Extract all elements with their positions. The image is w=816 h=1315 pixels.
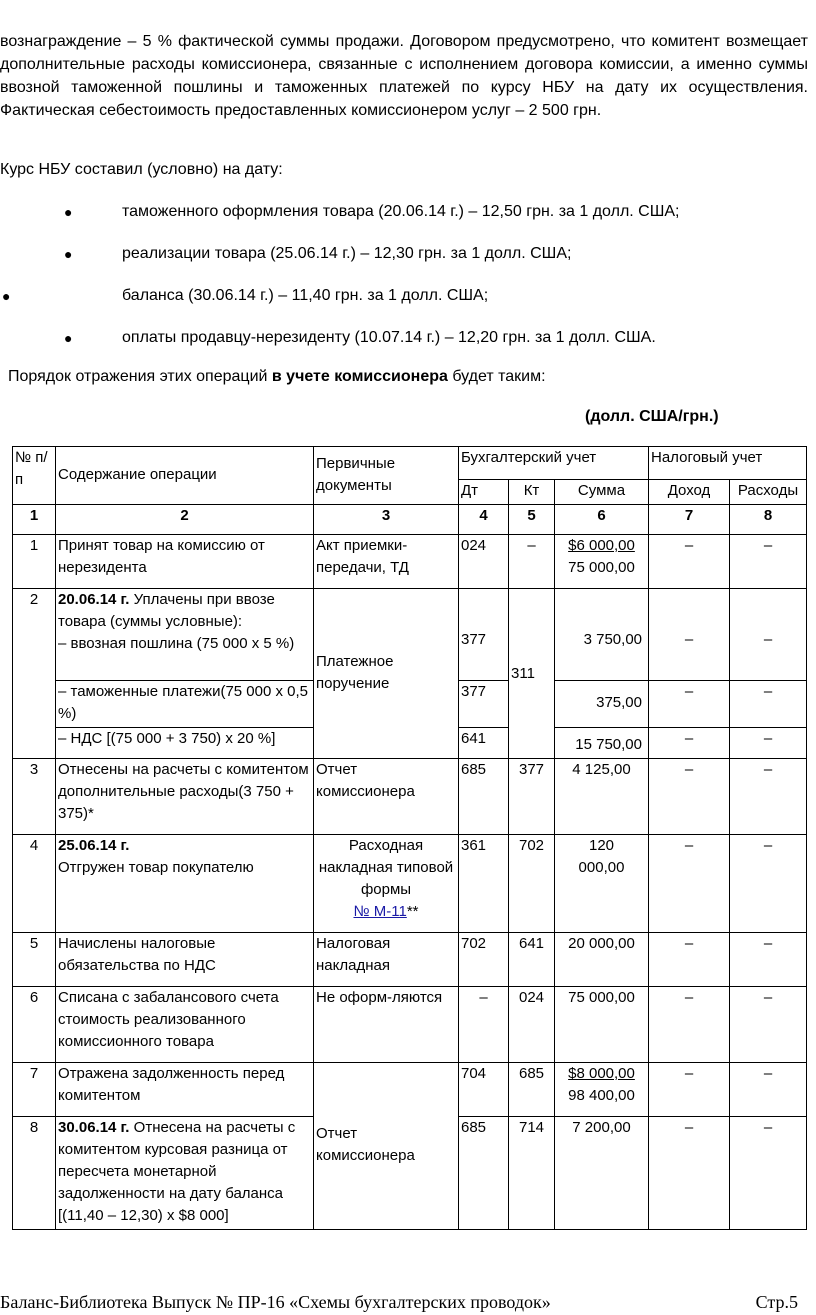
table-row: 4 25.06.14 г. Отгружен товар покупателю Расходная накладная типовой формы № М-11** 361 702 120 000,00 – – bbox=[13, 835, 807, 933]
tax-expense: – bbox=[730, 681, 807, 728]
operation-content: Отражена задолженность перед комитентом bbox=[56, 1063, 314, 1117]
header-content: Содержание операции bbox=[56, 447, 314, 505]
debit: 685 bbox=[459, 1117, 509, 1230]
col-number: 7 bbox=[649, 505, 730, 535]
tax-income: – bbox=[649, 759, 730, 835]
amount: $6 000,00 75 000,00 bbox=[555, 535, 649, 589]
operation-doc: Не оформ-ляются bbox=[314, 987, 459, 1063]
amount: 20 000,00 bbox=[555, 933, 649, 987]
amount: 120 000,00 bbox=[555, 835, 649, 933]
credit: – bbox=[509, 535, 555, 589]
order-sentence: Порядок отражения этих операций в учете комиссионера будет таким: bbox=[8, 368, 546, 385]
debit: 685 bbox=[459, 759, 509, 835]
tax-expense: – bbox=[730, 589, 807, 681]
table-row: 8 30.06.14 г. Отнесена на расчеты с комитентом курсовая разница от пересчета монетарной задолженности на дату баланса [(11,40 – 12,30) х $8 000] 685 714 7 200,00 – – bbox=[13, 1117, 807, 1230]
table-row: 1 Принят товар на комиссию от нерезидента Акт приемки-передачи, ТД 024 – $6 000,00 75 000,00 – – bbox=[13, 535, 807, 589]
credit: 702 bbox=[509, 835, 555, 933]
credit: 311 bbox=[509, 589, 555, 759]
intro-paragraph: вознаграждение – 5 % фактической суммы продажи. Договором предусмотрено, что комитент возмещает дополнительные расходы комиссионера, связанные с исполнением договора комиссии, а именно суммы ввозной таможенной пошлины и таможенных платежей по курсу НБУ на дату их осуществления. Фактическая себестоимость предоставленных комиссионером услуг – 2 500 грн. bbox=[0, 33, 808, 119]
header-income: Доход bbox=[649, 480, 730, 505]
bullet-item: таможенного оформления товара (20.06.14 г.) – 12,50 грн. за 1 долл. США; bbox=[122, 203, 680, 220]
units-label: (долл. США/грн.) bbox=[585, 408, 719, 425]
header-kt: Кт bbox=[509, 480, 555, 505]
col-number: 8 bbox=[730, 505, 807, 535]
operation-doc: Расходная накладная типовой формы № М-11** bbox=[314, 835, 459, 933]
operation-doc: Налоговая накладная bbox=[314, 933, 459, 987]
tax-expense: – bbox=[730, 759, 807, 835]
page-number: Стр.5 bbox=[755, 1292, 798, 1312]
amount: 3 750,00 bbox=[555, 589, 649, 681]
operation-content: – таможенные платежи(75 000 х 0,5 %) bbox=[56, 681, 314, 728]
credit: 685 bbox=[509, 1063, 555, 1117]
tax-income: – bbox=[649, 933, 730, 987]
header-tax: Налоговый учет bbox=[649, 447, 807, 480]
tax-income: – bbox=[649, 535, 730, 589]
credit: 024 bbox=[509, 987, 555, 1063]
operation-doc: Отчет комиссионера bbox=[314, 759, 459, 835]
tax-income: – bbox=[649, 728, 730, 759]
credit: 377 bbox=[509, 759, 555, 835]
col-number: 4 bbox=[459, 505, 509, 535]
tax-expense: – bbox=[730, 1063, 807, 1117]
credit: 641 bbox=[509, 933, 555, 987]
debit: – bbox=[459, 987, 509, 1063]
debit: 702 bbox=[459, 933, 509, 987]
table-row: 2 20.06.14 г. Уплачены при ввозе товара (суммы условные): – ввозная пошлина (75 000 х 5 %) Платежное поручение 377 311 3 750,00 – – bbox=[13, 589, 807, 681]
header-sum: Сумма bbox=[555, 480, 649, 505]
bullet-marker: ● bbox=[2, 288, 11, 304]
operations-table bbox=[12, 446, 807, 1230]
amount: $8 000,00 98 400,00 bbox=[555, 1063, 649, 1117]
header-docs: Первичные документы bbox=[314, 447, 459, 505]
header-num: № п/п bbox=[13, 447, 56, 505]
col-number: 5 bbox=[509, 505, 555, 535]
debit: 641 bbox=[459, 728, 509, 759]
header-accounting: Бухгалтерский учет bbox=[459, 447, 649, 480]
operation-content: Принят товар на комиссию от нерезидента bbox=[56, 535, 314, 589]
operation-doc: Платежное поручение bbox=[314, 589, 459, 759]
tax-expense: – bbox=[730, 987, 807, 1063]
bullet-marker: ● bbox=[64, 204, 73, 220]
header-dt: Дт bbox=[459, 480, 509, 505]
amount: 15 750,00 bbox=[555, 728, 649, 759]
amount: 7 200,00 bbox=[555, 1117, 649, 1230]
col-number: 2 bbox=[56, 505, 314, 535]
amount: 75 000,00 bbox=[555, 987, 649, 1063]
col-number: 3 bbox=[314, 505, 459, 535]
tax-income: – bbox=[649, 987, 730, 1063]
tax-expense: – bbox=[730, 933, 807, 987]
debit: 377 bbox=[459, 589, 509, 681]
amount: 4 125,00 bbox=[555, 759, 649, 835]
debit: 704 bbox=[459, 1063, 509, 1117]
bullet-marker: ● bbox=[64, 246, 73, 262]
operation-content: 20.06.14 г. Уплачены при ввозе товара (суммы условные): – ввозная пошлина (75 000 х 5 %) bbox=[56, 589, 314, 681]
debit: 361 bbox=[459, 835, 509, 933]
credit: 714 bbox=[509, 1117, 555, 1230]
operation-content: 25.06.14 г. Отгружен товар покупателю bbox=[56, 835, 314, 933]
tax-income: – bbox=[649, 1063, 730, 1117]
tax-expense: – bbox=[730, 1117, 807, 1230]
table-row: 7 Отражена задолженность перед комитентом Отчет комиссионера 704 685 $8 000,00 98 400,00 – – bbox=[13, 1063, 807, 1117]
bullet-item: оплаты продавцу-нерезиденту (10.07.14 г.) – 12,20 грн. за 1 долл. США. bbox=[122, 329, 656, 346]
table-row: 6 Списана с забалансового счета стоимость реализованного комиссионного товара Не оформ-ляются – 024 75 000,00 – – bbox=[13, 987, 807, 1063]
table-row: 5 Начислены налоговые обязательства по НДС Налоговая накладная 702 641 20 000,00 – – bbox=[13, 933, 807, 987]
operation-doc: Акт приемки-передачи, ТД bbox=[314, 535, 459, 589]
col-number: 6 bbox=[555, 505, 649, 535]
operation-content: – НДС [(75 000 + 3 750) х 20 %] bbox=[56, 728, 314, 759]
bullet-item: баланса (30.06.14 г.) – 11,40 грн. за 1 долл. США; bbox=[122, 287, 489, 304]
bullet-marker: ● bbox=[64, 330, 73, 346]
operation-content: Отнесены на расчеты с комитентом дополнительные расходы(3 750 + 375)* bbox=[56, 759, 314, 835]
operation-doc: Отчет комиссионера bbox=[314, 1063, 459, 1230]
page-footer-title: Баланс-Библиотека Выпуск № ПР-16 «Схемы бухгалтерских проводок» bbox=[0, 1292, 551, 1312]
operation-content: Начислены налоговые обязательства по НДС bbox=[56, 933, 314, 987]
table-row: 3 Отнесены на расчеты с комитентом дополнительные расходы(3 750 + 375)* Отчет комиссионера 685 377 4 125,00 – – bbox=[13, 759, 807, 835]
amount: 375,00 bbox=[555, 681, 649, 728]
order-bold: в учете комиссионера bbox=[271, 368, 448, 385]
tax-income: – bbox=[649, 681, 730, 728]
tax-income: – bbox=[649, 835, 730, 933]
col-number: 1 bbox=[13, 505, 56, 535]
form-link[interactable]: № М-11 bbox=[353, 903, 407, 920]
rate-heading: Курс НБУ составил (условно) на дату: bbox=[0, 161, 283, 178]
debit: 024 bbox=[459, 535, 509, 589]
tax-income: – bbox=[649, 589, 730, 681]
operation-content: Списана с забалансового счета стоимость реализованного комиссионного товара bbox=[56, 987, 314, 1063]
debit: 377 bbox=[459, 681, 509, 728]
header-expenses: Расходы bbox=[730, 480, 807, 505]
tax-expense: – bbox=[730, 535, 807, 589]
operation-content: 30.06.14 г. Отнесена на расчеты с комитентом курсовая разница от пересчета монетарной задолженности на дату баланса [(11,40 – 12,30) х $8 000] bbox=[56, 1117, 314, 1230]
tax-expense: – bbox=[730, 728, 807, 759]
bullet-item: реализации товара (25.06.14 г.) – 12,30 грн. за 1 долл. США; bbox=[122, 245, 572, 262]
tax-expense: – bbox=[730, 835, 807, 933]
tax-income: – bbox=[649, 1117, 730, 1230]
